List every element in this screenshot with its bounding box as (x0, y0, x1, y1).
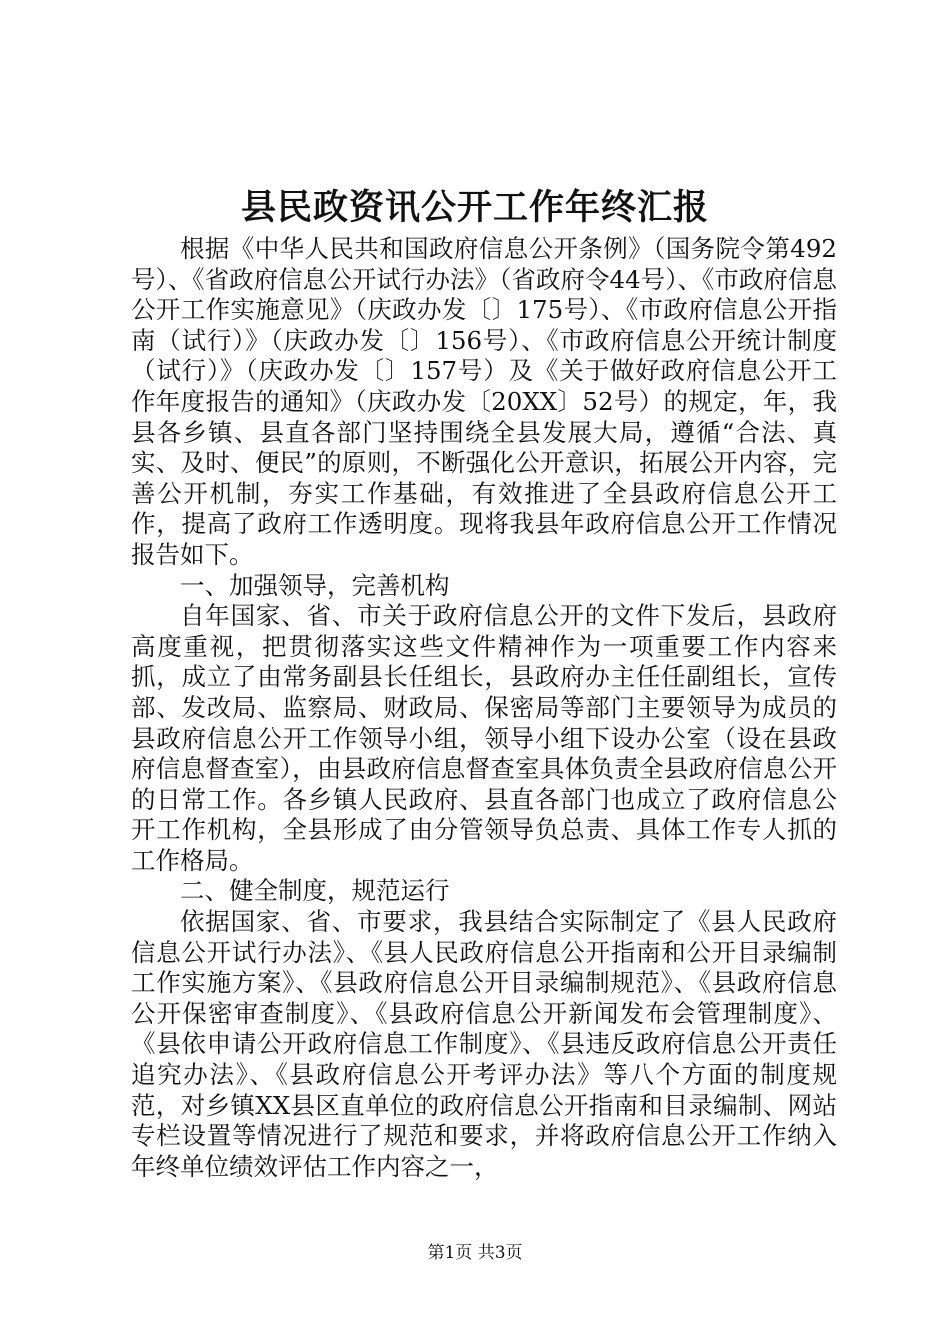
section-heading-1: 一、加强领导，完善机构 (180, 570, 450, 600)
paragraph-intro: 根据《中华人民共和国政府信息公开条例》（国务院令第492号）、《省政府信息公开试行办法》（省政府令44号）、《市政府信息公开工作实施意见》（庆政办发〔〕175号）、《市政府信息公开指南（试行）》（庆政办发〔〕156号）、《市政府信息公开统计制度（试行）》（庆政办发〔〕157号）及《关于做好政府信息公开工作年度报告的通知》（庆政办发〔20XX〕52号）的规定，年，我县各乡镇、县直各部门坚持围绕全县发展大局，遵循“合法、真实、及时、便民”的原则，不断强化公开意识，拓展公开内容，完善公开机制，夯实工作基础，有效推进了全县政府信息公开工作，提高了政府工作透明度。现将我县年政府信息公开工作情况报告如下。 (131, 234, 837, 569)
document-body (131, 234, 837, 1182)
page-footer: 第1页 共3页 (427, 1243, 523, 1263)
paragraph-section-1: 自年国家、省、市关于政府信息公开的文件下发后，县政府高度重视，把贯彻落实这些文件精神作为一项重要工作内容来抓，成立了由常务副县长任组长，县政府办主任任副组长，宣传部、发改局、监察局、财政局、保密局等部门主要领导为成员的县政府信息公开工作领导小组，领导小组下设办公室（设在县政府信息督查室），由县政府信息督查室具体负责全县政府信息公开的日常工作。各乡镇人民政府、县直各部门也成立了政府信息公开工作机构，全县形成了由分管领导负总责、具体工作专人抓的工作格局。 (131, 601, 837, 875)
paragraph-section-2: 依据国家、省、市要求，我县结合实际制定了《县人民政府信息公开试行办法》、《县人民政府信息公开指南和公开目录编制工作实施方案》、《县政府信息公开目录编制规范》、《县政府信息公开保密审查制度》、《县政府信息公开新闻发布会管理制度》、《县依申请公开政府信息工作制度》、《县违反政府信息公开责任追究办法》、《县政府信息公开考评办法》等八个方面的制度规范，对乡镇XX县区直单位的政府信息公开指南和目录编制、网站专栏设置等情况进行了规范和要求，并将政府信息公开工作纳入年终单位绩效评估工作内容之一， (131, 907, 837, 1181)
document-title: 县民政资讯公开工作年终汇报 (240, 187, 709, 228)
section-heading-2: 二、健全制度，规范运行 (180, 876, 450, 906)
